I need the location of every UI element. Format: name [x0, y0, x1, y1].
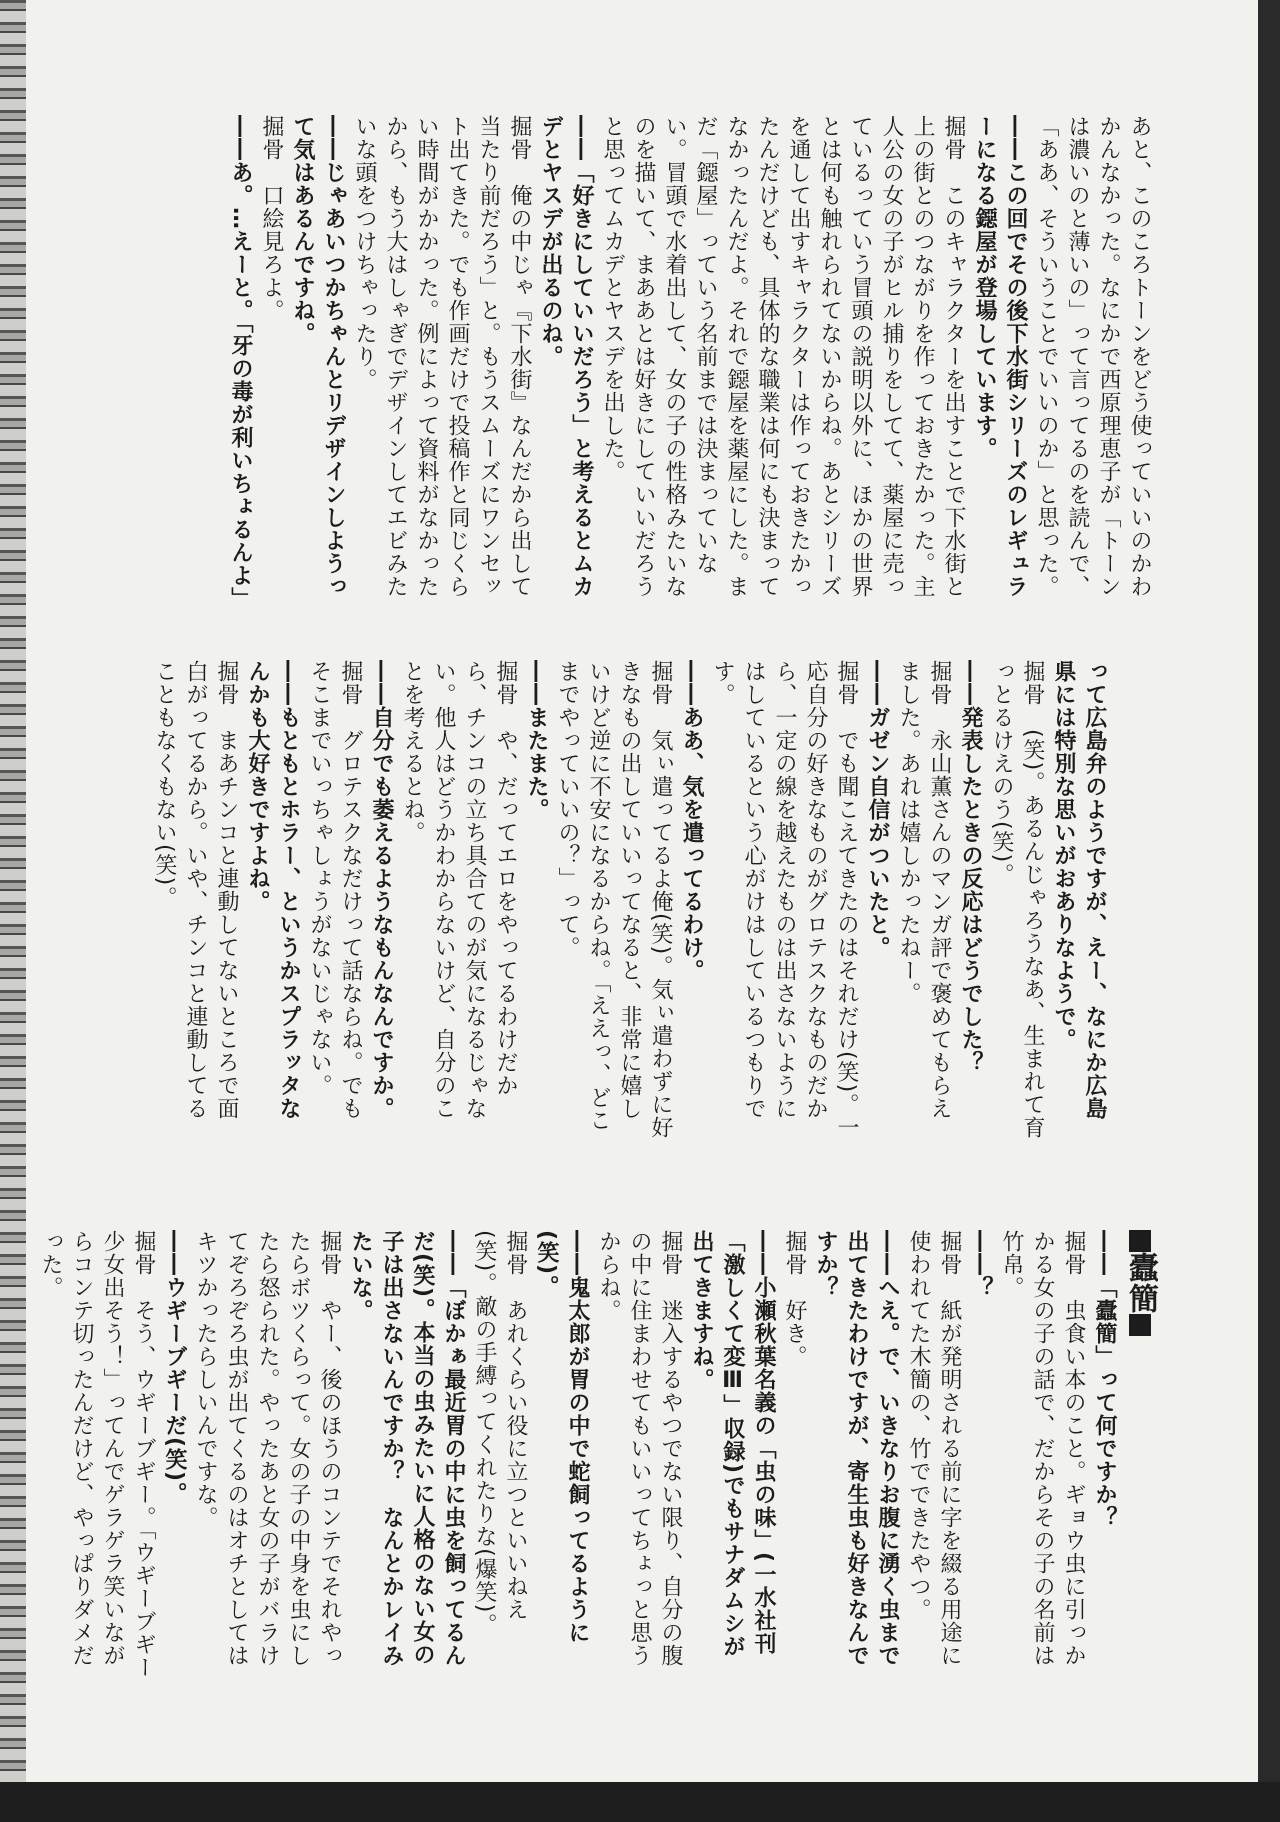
interview-section-1	[115, 115, 1155, 610]
answer-paragraph: 掘骨 紙が発明される前に字を綴る用途に使われてた木簡の、竹でできたやつ。	[906, 1230, 962, 1667]
interviewer-question: ――「好きにしていいだろう」と考えるとムカデとヤスデが出るのね。	[538, 115, 594, 598]
answer-paragraph: 掘骨 気ぃ遣ってるよ俺(笑)。気ぃ遣わずに好きなもの出していいってなると、非常に嬉しいけど逆に不安になるからね。「ええっ、どこまでやっていいの？」って。	[555, 660, 673, 1140]
section-heading-text: 蠹簡	[1123, 1252, 1158, 1314]
interviewer-question: ――小瀬秋葉名義の「虫の味」(一水社刊「激しくて変Ⅲ」収録)でもサナダムシが出てきますね。	[689, 1230, 776, 1659]
answer-paragraph: 掘骨 や、だってエロをやってるわけだから、チンコの立ち具合てのが気になるじゃない。他人はどうかわからないけど、自分のことを考えるとね。	[400, 660, 518, 1120]
answer-paragraph: 掘骨 このキャラクターを出すことで下水街と上の街とのつながりを作っておきたかった。主人公の女の子がヒル捕りをしてて、薬屋に売っているっていう冒頭の説明以外に、ほかの世界とは何も触れられてないからね。あとシリーズを通して出すキャラクターは作っておきたかったんだけども、具体的な職業は何にも決まってなかったんだよ。それで鐚屋を薬屋にした。まだ「鐚屋」っていう名前までは決まっていない。冒頭で水着出して、女の子の性格みたいなのを描いて、まああとは好きにしていいだろうと思ってムカデとヤスデを出した。	[600, 115, 966, 598]
interviewer-question: ――「ぼかぁ最近胃の中に虫を飼ってるんだ(笑)。本当の虫みたいに人格のない女の子は出さないんですか？ なんとかレイみたいな。	[348, 1230, 466, 1667]
interviewer-question: ――発表したときの反応はどうでした？	[958, 660, 983, 1074]
answer-paragraph: 掘骨 迷入するやつでない限り、自分の腹の中に住まわせてもいいってちょっと思うからね。	[596, 1230, 683, 1667]
answer-paragraph: 掘骨 でも聞こえてきたのはそれだけ(笑)。一応自分の好きなものがグロテスクなものだから、一定の線を越えたものは出さないようにはしているという心がけはしているつもりです。	[710, 660, 859, 1140]
interviewer-question: ――あ。…えーと。「牙の毒が利いちょるんよ」	[228, 115, 253, 610]
answer-paragraph: 掘骨 虫食い本のこと。ギョウ虫に引っかかる女の子の話で、だからその子の名前は竹帛。	[999, 1230, 1086, 1667]
answer-paragraph: 掘骨 グロテスクなだけって話ならね。でもそこまでいっちゃしょうがないじゃない。	[307, 660, 363, 1120]
interviewer-question: ――鬼太郎が胃の中で蛇飼ってるように(笑)。	[534, 1230, 590, 1644]
paragraph: あと、このころトーンをどう使っていいのかわかんなかった。なにかで西原理恵子が「トーンは濃いのと薄いの」って言ってるのを読んで、「ああ、そういうことでいいのか」と思った。	[1034, 115, 1152, 598]
interviewer-question: ――もともとホラー、というかスプラッタなんかも大好きですよね。	[245, 660, 301, 1120]
interviewer-question: ――「蠹簡」って何ですか？	[1092, 1230, 1117, 1529]
answer-paragraph: 掘骨 そう、ウギーブギー。「ウギーブギー少女出そう！」ってんでゲラゲラ笑いながらコンテ切ったんだけど、やっぱりダメだった。	[38, 1230, 156, 1679]
interviewer-question: ――ああ、気を遣ってるわけ。	[679, 660, 704, 982]
heading-square-mark	[1129, 1230, 1151, 1252]
interviewer-question: ――じゃあいつかちゃんとリデザインしようって気はあるんですね。	[290, 115, 346, 598]
page-bottom-edge	[0, 1782, 1280, 1822]
answer-paragraph: 掘骨 俺の中じゃ『下水街』なんだから出して当たり前だろう」と。もうスムーズにワンセット出てきた。でも作画だけで投稿作と同じくらい時間がかかった。例によって資料がなかったから、もう大はしゃぎでデザインしてエビみたいな頭をつけちゃったり。	[352, 115, 532, 598]
page-right-edge	[1258, 0, 1280, 1790]
interviewer-question: ――ウギーブギーだ(笑)。	[162, 1230, 187, 1506]
page-binding-edge	[0, 0, 26, 1822]
section-heading	[1120, 1230, 1160, 1680]
answer-paragraph: 掘骨 口絵見ろよ。	[259, 115, 284, 322]
interviewer-question: って広島弁のようですが、えー、なにか広島県には特別な思いがおありなようで。	[1051, 660, 1107, 1120]
answer-paragraph: 掘骨 まあチンコと連動してないところで面白がってるから。いや、チンコと連動してることもなくもない(笑)。	[152, 660, 239, 1120]
interviewer-question: ――自分でも萎えるようなもんなんですか。	[369, 660, 394, 1120]
interviewer-question: ――？	[968, 1230, 993, 1299]
heading-square-mark	[1129, 1314, 1151, 1336]
interview-section-2	[110, 660, 1110, 1140]
interviewer-question: ――またまた。	[524, 660, 549, 821]
interviewer-question: ――ガゼン自信がついたと。	[865, 660, 890, 959]
interviewer-question: ――へえ。で、いきなりお腹に湧く虫まで出てきたわけですが、寄生虫も好きなんですか？	[813, 1230, 900, 1667]
answer-paragraph: 掘骨 永山薫さんのマンガ評で褒めてもらえました。あれは嬉しかったねー。	[896, 660, 952, 1120]
answer-paragraph: 掘骨 やー、後のほうのコンテでそれやったらボツくらって。女の子の中身を虫にしたら怒られた。やったあと女の子がバラけてぞろぞろ虫が出てくるのはオチとしてはキツかったらしいんですな。	[193, 1230, 342, 1667]
answer-paragraph: 掘骨 (笑)。あるんじゃろうなあ、生まれて育っとるけえのう(笑)。	[989, 660, 1045, 1140]
answer-paragraph: 掘骨 あれくらい役に立つといいねえ(笑)。敵の手縛ってくれたりな(爆笑)。	[472, 1230, 528, 1637]
interviewer-question: ――この回でその後下水街シリーズのレギュラーになる鐚屋が登場しています。	[972, 115, 1028, 598]
interview-section-3	[38, 1230, 1160, 1680]
answer-paragraph: 掘骨 好き。	[782, 1230, 807, 1368]
